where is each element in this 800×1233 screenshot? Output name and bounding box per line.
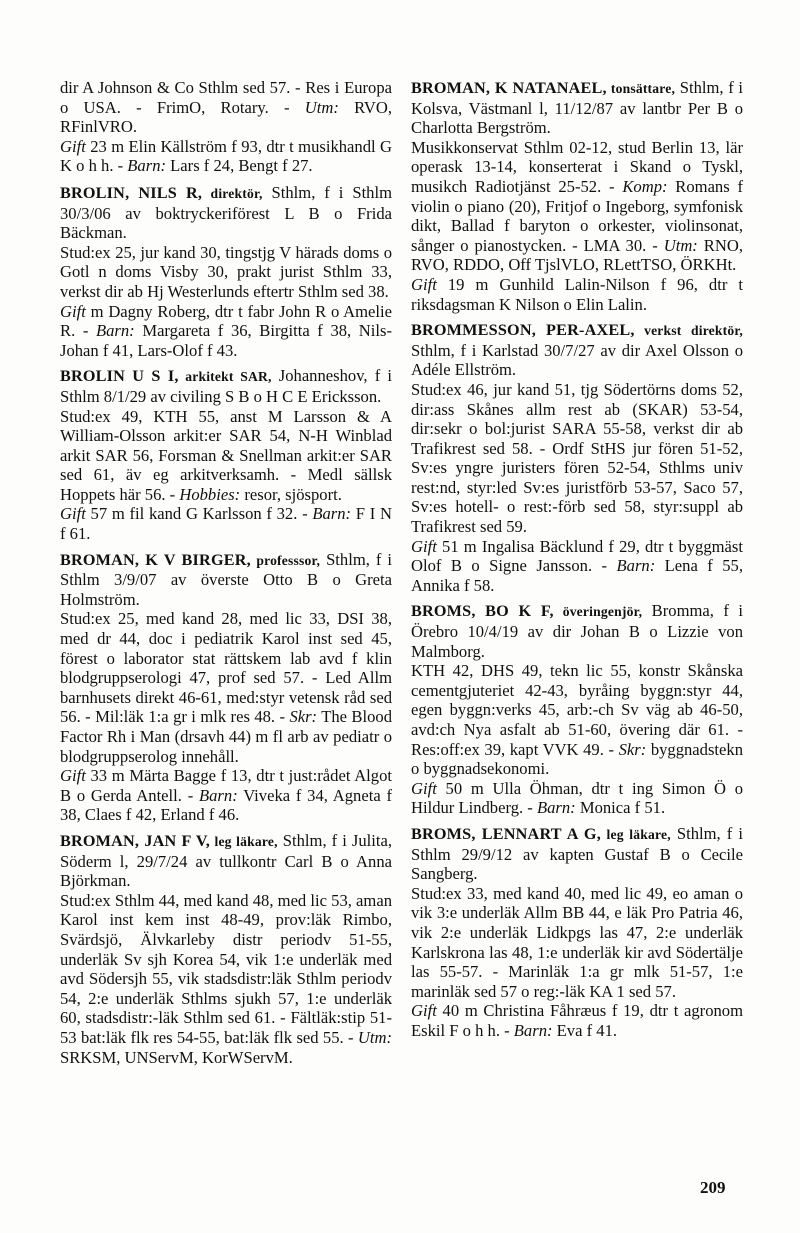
text-run: Sthlm, f i Sthlm 30/3/06 av boktryckeriförest L B o Frida Bäckman. bbox=[60, 182, 393, 243]
left-column bbox=[60, 78, 392, 1073]
field-label: Gift bbox=[60, 504, 86, 524]
entry-name: BROLIN U S I, arkitekt SAR, bbox=[60, 367, 272, 386]
field-label: Komp: bbox=[622, 176, 668, 196]
text-run: Stud:ex 49, KTH 55, anst M Larsson & A William-Olsson arkit:er SAR 54, N-H Winblad arkit SAR 56, Forsman & Snellman arkit:er SAR sed 61, äv eg arkitverksamh. - Medl sällsk Hoppets här 56. - bbox=[60, 406, 392, 504]
entry-title: överingenjör, bbox=[553, 604, 643, 620]
text-run: Eva f 41. bbox=[552, 1020, 618, 1040]
entry-paragraph bbox=[411, 275, 743, 314]
field-label: Gift bbox=[411, 536, 437, 556]
text-run: Sthlm, f i Karlstad 30/7/27 av dir Axel Olsson o Adéle Ellström. bbox=[411, 340, 743, 380]
text-run: The Blood Factor Rh i Man (drsavh 44) m fl arb av pediatr o blodgruppserolog innehåll. bbox=[60, 707, 392, 766]
entry-paragraph bbox=[60, 550, 392, 610]
text-run: 23 m Elin Källström f 93, dtr t musikhandl G K o h h. - bbox=[60, 136, 392, 176]
field-label: Barn: bbox=[127, 156, 167, 176]
entry-continuation bbox=[60, 78, 392, 176]
text-run: RVO, RFinlVRO. bbox=[60, 97, 392, 137]
entry-paragraph bbox=[411, 779, 743, 818]
biography-entry bbox=[60, 831, 392, 1067]
entry-title: professsor, bbox=[250, 552, 321, 568]
entry-paragraph bbox=[60, 407, 392, 505]
entry-name: BROMAN, K V BIRGER, professsor, bbox=[60, 550, 321, 569]
text-run: Stud:ex Sthlm 44, med kand 48, med lic 53, aman Karol inst kem inst 48-49, prov:läk Rimbo, Svärdsjö, Älvkarleby distr periodv 51-55, underläk Sv sjh Korea 54, vik 1:e underläk med avd Södersjh 55, vik stadsdistr:läk Sthlm periodv 54, 2:e underläk Sthlms sjukh 57, 1:e underläk 60, stadsdistr:-läk Sthlm sed 61. - Fältläk:stip 51-53 bat:läk flk res 54-55, bat:läk flk sed 55. - bbox=[60, 890, 392, 1047]
text-run: Stud:ex 25, jur kand 30, tingstjg V härads doms o Gotl n doms Visby 30, prakt jurist Sthlm 33, verkst dir ab Hj Westerlunds eftertr Sthlm sed 38. bbox=[60, 242, 392, 301]
field-label: Gift bbox=[411, 1001, 437, 1021]
text-run: 51 m Ingalisa Bäcklund f 29, dtr t byggmäst Olof B o Signe Jansson. - bbox=[411, 536, 743, 576]
biography-entry bbox=[60, 550, 392, 825]
entry-paragraph bbox=[60, 504, 392, 543]
text-run: KTH 42, DHS 49, tekn lic 55, konstr Skånska cementgjuteriet 42-43, byråing byggn:styr 44, egen byggn:verks 45, arb:-ch Sv väg ab 46-50, avd:ch Nya asfalt ab 51-60, övering där 61. - Res:off:ex 39, kapt VVK 49. - bbox=[411, 661, 743, 759]
text-run: Stud:ex 46, jur kand 51, tjg Södertörns doms 52, dir:ass Skånes allm rest ab (SKAR) 53-54, dir:sekr o bol:jurist SARA 55-58, verkst dir ab Trafikrest sed 58. - Ordf StHS jur fören 51-52, Sv:es yngre juristers fören 52-54, Sthlms univ rest:nd, styr:led Sv:es juristförb 53-57, Saco 57, Sv:es hotell- o rest:-förb sed 58, styr:suppl ab Trafikrest sed 59. bbox=[411, 379, 743, 537]
biography-entry bbox=[411, 824, 743, 1041]
entry-name: BROMAN, K NATANAEL, tonsättare, bbox=[411, 79, 676, 97]
biography-entry bbox=[411, 78, 743, 314]
text-run: Monica f 51. bbox=[575, 798, 666, 818]
text-run: Romans f violin o piano (20), Fritjof o Ingeborg, symfonisk dikt, Ballad f baryton o orkester, violinsonat, sånger o pianostycken. - LMA 30. - bbox=[411, 176, 743, 255]
field-label: Barn: bbox=[616, 556, 656, 576]
entry-paragraph bbox=[411, 78, 743, 138]
entry-paragraph bbox=[60, 302, 392, 361]
text-run: Lena f 55, Annika f 58. bbox=[411, 556, 743, 595]
text-run: 19 m Gunhild Lalin-Nilson f 96, dtr t riksdagsman K Nilson o Elin Lalin. bbox=[411, 274, 743, 314]
text-run: Sthlm, f i Sthlm 3/9/07 av överste Otto B o Greta Holmström. bbox=[60, 549, 392, 609]
entry-title: leg läkare, bbox=[600, 826, 671, 842]
entry-name: BROMAN, JAN F V, leg läkare, bbox=[60, 831, 278, 850]
entry-paragraph bbox=[60, 831, 392, 891]
entry-paragraph bbox=[60, 366, 392, 406]
text-run: Lars f 24, Bengt f 27. bbox=[166, 156, 313, 176]
text-run: Bromma, f i Örebro 10/4/19 av dir Johan B o Lizzie von Malmborg. bbox=[411, 601, 743, 661]
entry-title: verkst direktör, bbox=[634, 323, 743, 339]
entry-paragraph bbox=[411, 884, 743, 1002]
field-label: Utm: bbox=[304, 97, 339, 117]
entry-paragraph bbox=[60, 609, 392, 766]
text-run: Stud:ex 33, med kand 40, med lic 49, eo aman o vik 3:e underläk Allm BB 44, e läk Pro Patria 46, vik 2:e underläk Lidkpgs las 47, 2:e underläk Karlskrona las 48, 1:e underläk kir avd Södertälje las 55-57. - Marinläk 1:a gr mlk 51-57, 1:e marinläk sed 57 o reg:-läk KA 1 sed 57. bbox=[411, 883, 743, 1001]
text-run: RNO, RVO, RDDO, Off TjslVLO, RLettTSO, ÖRKHt. bbox=[411, 235, 743, 275]
field-label: Gift bbox=[60, 301, 86, 321]
text-run: SRKSM, UNServM, KorWServM. bbox=[60, 1047, 293, 1067]
field-label: Barn: bbox=[95, 321, 135, 341]
text-run: Sthlm, f i Sthlm 29/9/12 av kapten Gustaf B o Cecile Sangberg. bbox=[411, 823, 743, 884]
field-label: Hobbies: bbox=[179, 484, 241, 504]
entry-paragraph bbox=[60, 137, 392, 176]
text-run: 33 m Märta Bagge f 13, dtr t just:rådet Algot B o Gerda Antell. - bbox=[60, 766, 392, 805]
entry-paragraph bbox=[411, 138, 743, 275]
text-run: resor, sjösport. bbox=[240, 484, 342, 504]
text-run: m Dagny Roberg, dtr t fabr John R o Amelie R. - bbox=[60, 301, 392, 341]
entry-title: tonsättare, bbox=[606, 81, 676, 96]
entry-name: BROMS, BO K F, överingenjör, bbox=[411, 602, 643, 621]
field-label: Utm: bbox=[357, 1027, 392, 1047]
text-run: F I N f 61. bbox=[60, 504, 392, 544]
biography-entry bbox=[411, 320, 743, 595]
entry-paragraph bbox=[411, 380, 743, 537]
entry-paragraph bbox=[411, 537, 743, 596]
right-column bbox=[411, 78, 743, 1047]
text-run: Johanneshov, f i Sthlm 8/1/29 av civiling S B o H C E Ericksson. bbox=[60, 366, 392, 406]
text-run: Viveka f 34, Agneta f 38, Claes f 42, Erland f 46. bbox=[60, 785, 392, 825]
text-run: 57 m fil kand G Karlsson f 32. - bbox=[85, 504, 313, 524]
field-label: Barn: bbox=[199, 785, 238, 805]
field-label: Gift bbox=[411, 778, 437, 798]
biography-entry bbox=[60, 183, 392, 360]
entry-paragraph bbox=[411, 824, 743, 884]
entry-paragraph bbox=[411, 601, 743, 661]
page-number: 209 bbox=[700, 1178, 726, 1197]
entry-name: BROMS, LENNART A G, leg läkare, bbox=[411, 824, 671, 843]
field-label: Utm: bbox=[663, 235, 698, 255]
entry-paragraph bbox=[411, 320, 743, 380]
text-run: Stud:ex 25, med kand 28, med lic 33, DSI 38, med dr 44, doc i pediatrik Karol inst sed 45, förest o laborator stat rättskem lab avd f klin blodgruppserologi 47, prof sed 57. - Led Allm barnhusets direkt 46-61, med:styr vetensk råd sed 56. - Mil:läk 1:a gr i mlk res 48. - bbox=[60, 609, 392, 727]
entry-title: arkitekt SAR, bbox=[178, 369, 272, 385]
entry-title: leg läkare, bbox=[209, 833, 278, 849]
text-run: 40 m Christina Fåhræus f 19, dtr t agronom Eskil F o h h. - bbox=[411, 1001, 743, 1040]
entry-name: BROMMESSON, PER-AXEL, verkst direktör, bbox=[411, 321, 743, 340]
biography-entry bbox=[411, 601, 743, 818]
field-label: Barn: bbox=[312, 504, 352, 524]
entry-paragraph bbox=[411, 661, 743, 779]
field-label: Gift bbox=[411, 274, 437, 294]
field-label: Gift bbox=[60, 766, 86, 786]
entry-paragraph bbox=[60, 78, 392, 137]
entry-paragraph bbox=[60, 243, 392, 302]
text-run: byggnadstekn o byggnadsekonomi. bbox=[411, 739, 743, 779]
entry-paragraph bbox=[411, 1001, 743, 1040]
text-run: Sthlm, f i Julita, Söderm l, 29/7/24 av tullkontr Carl B o Anna Björkman. bbox=[60, 830, 392, 891]
field-label: Barn: bbox=[536, 798, 576, 818]
entry-title: direktör, bbox=[202, 185, 263, 201]
entry-paragraph bbox=[60, 183, 392, 243]
field-label: Skr: bbox=[289, 707, 318, 727]
entry-paragraph bbox=[60, 891, 392, 1067]
biography-entry bbox=[60, 366, 392, 543]
field-label: Barn: bbox=[513, 1020, 553, 1040]
text-run: Musikkonservat Sthlm 02-12, stud Berlin 13, lär operask 13-14, konserterat i Skand o Tyskl, musikch Radiotjänst 25-52. - bbox=[411, 137, 743, 196]
entry-paragraph bbox=[60, 766, 392, 825]
field-label: Gift bbox=[60, 136, 86, 156]
text-run: 50 m Ulla Öhman, dtr t ing Simon Ö o Hildur Lindberg. - bbox=[411, 778, 743, 818]
text-run: Margareta f 36, Birgitta f 38, Nils-Johan f 41, Lars-Olof f 43. bbox=[60, 321, 392, 360]
entry-name: BROLIN, NILS R, direktör, bbox=[60, 183, 263, 202]
text-run: Sthlm, f i Kolsva, Västmanl l, 11/12/87 av lantbr Per B o Charlotta Bergström. bbox=[411, 78, 743, 138]
field-label: Skr: bbox=[618, 739, 647, 759]
text-run: dir A Johnson & Co Sthlm sed 57. - Res i Europa o USA. - FrimO, Rotary. - bbox=[60, 78, 392, 117]
